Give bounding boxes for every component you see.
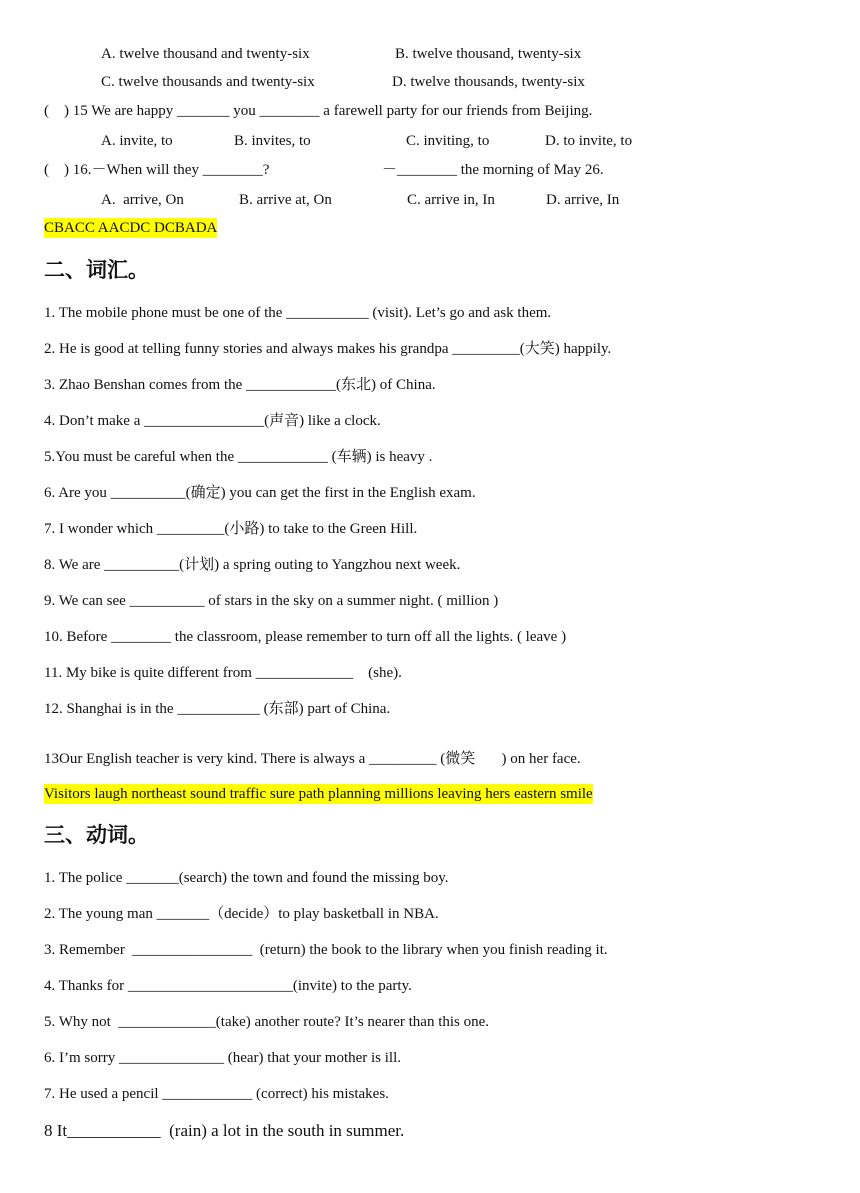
q15-option-a: A. invite, to [101, 133, 173, 149]
vocab-item: 5.You must be careful when the ____________ (车辆) is heavy . [44, 449, 433, 465]
q15-stem: ( ) 15 We are happy _______ you ________ a farewell party for our friends from Beijing. [44, 103, 593, 119]
q14-option-a: A. twelve thousand and twenty-six [101, 46, 310, 62]
vocab-item: 7. I wonder which _________(小路) to take to the Green Hill. [44, 521, 418, 537]
section-heading-verbs: 三、动词。 [44, 823, 149, 847]
vocab-item: 1. The mobile phone must be one of the ___________ (visit). Let’s go and ask them. [44, 305, 552, 321]
verb-item: 1. The police _______(search) the town and found the missing boy. [44, 870, 449, 886]
verb-item: 7. He used a pencil ____________ (correct) his mistakes. [44, 1086, 389, 1102]
verb-item: 5. Why not _____________(take) another route? It’s nearer than this one. [44, 1014, 490, 1030]
vocab-item: 2. He is good at telling funny stories and always makes his grandpa _________(大笑) happily. [44, 341, 612, 357]
q16-option-c: C. arrive in, In [407, 192, 495, 208]
verb-item: 6. I’m sorry ______________ (hear) that your mother is ill. [44, 1050, 402, 1066]
q16-stem: ( ) 16.－When will they ________? [44, 162, 270, 178]
verb-item: 2. The young man _______（decide）to play basketball in NBA. [44, 906, 439, 922]
vocab-item: 11. My bike is quite different from _____________ (she). [44, 665, 402, 681]
vocab-item: 8. We are __________(计划) a spring outing to Yangzhou next week. [44, 557, 461, 573]
q15-option-d: D. to invite, to [545, 133, 633, 149]
q15-option-b: B. invites, to [234, 133, 311, 149]
vocab-item: 12. Shanghai is in the ___________ (东部) part of China. [44, 701, 391, 717]
vocab-item: 4. Don’t make a ________________(声音) like a clock. [44, 413, 381, 429]
verb-item: 4. Thanks for ______________________(invite) to the party. [44, 978, 412, 994]
q16-option-d: D. arrive, In [546, 192, 620, 208]
q16-stem-reply: －________ the morning of May 26. [382, 162, 604, 178]
vocab-item: 9. We can see __________ of stars in the sky on a summer night. ( million ) [44, 593, 499, 609]
q14-option-d: D. twelve thousands, twenty-six [392, 74, 585, 90]
vocab-item: 10. Before ________ the classroom, please remember to turn off all the lights. ( leave ) [44, 629, 567, 645]
mc-answer-key: CBACC AACDC DCBADA [44, 220, 218, 236]
vocab-item-13: 13Our English teacher is very kind. There is always a _________ (微笑 ) on her face. [44, 751, 581, 767]
section-heading-vocab: 二、词汇。 [44, 258, 149, 282]
verb-item: 3. Remember ________________ (return) the book to the library when you finish reading it. [44, 942, 608, 958]
q15-option-c: C. inviting, to [406, 133, 490, 149]
vocab-answer-key: Visitors laugh northeast sound traffic sure path planning millions leaving hers eastern smile [44, 786, 593, 802]
verb-item-8: 8 It___________ (rain) a lot in the south in summer. [44, 1121, 405, 1140]
q16-option-a: A. arrive, On [101, 192, 184, 208]
vocab-item: 6. Are you __________(确定) you can get the first in the English exam. [44, 485, 476, 501]
vocab-item: 3. Zhao Benshan comes from the ____________(东北) of China. [44, 377, 436, 393]
q14-option-b: B. twelve thousand, twenty-six [395, 46, 582, 62]
q16-option-b: B. arrive at, On [239, 192, 332, 208]
q14-option-c: C. twelve thousands and twenty-six [101, 74, 315, 90]
